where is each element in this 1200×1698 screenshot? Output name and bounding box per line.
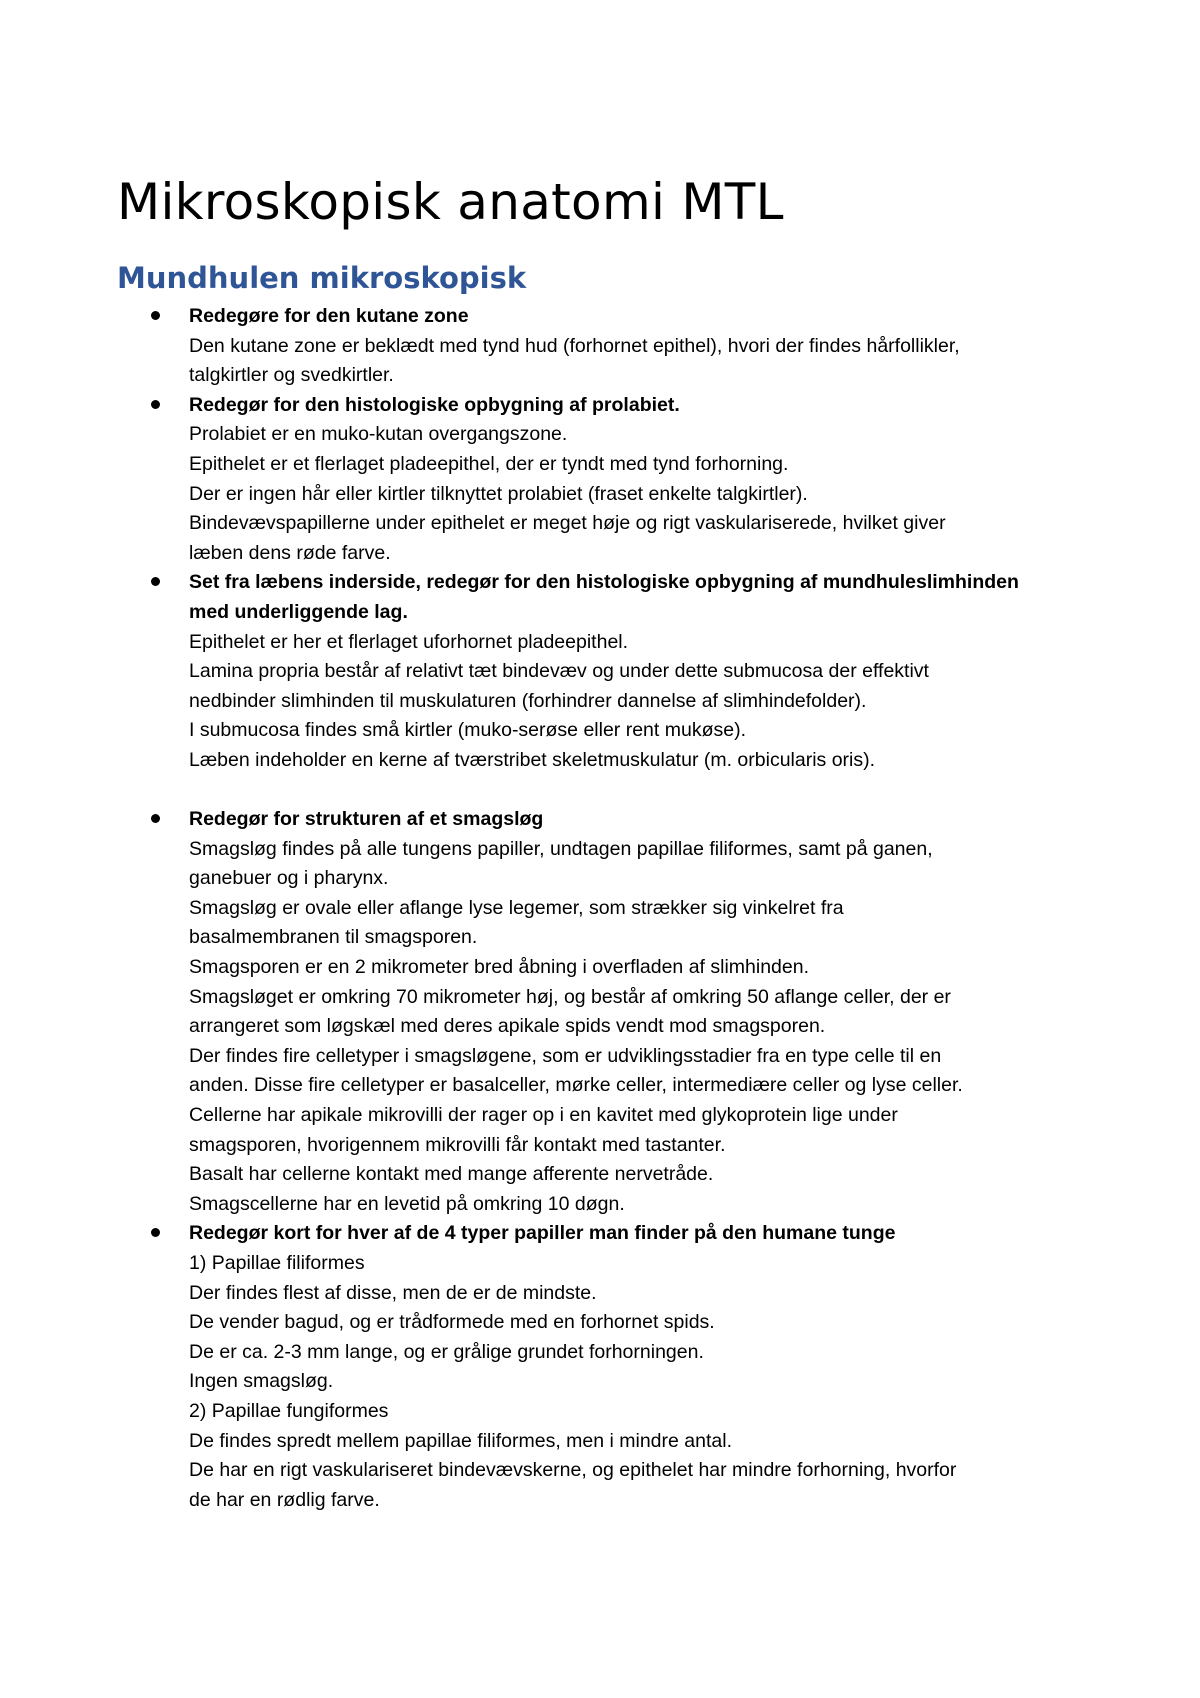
list-item: [0, 302, 1200, 391]
question-text: Set fra læbens inderside, redegør for den histologiske opbygning af mundhuleslimhinden: [189, 571, 1019, 594]
answer-line: ganebuer og i pharynx.: [189, 867, 389, 890]
answer-line: De vender bagud, og er trådformede med en forhornet spids.: [189, 1311, 715, 1334]
answer-line: Der er ingen hår eller kirtler tilknyttet prolabiet (fraset enkelte talgkirtler).: [189, 482, 808, 505]
answer-line: Læben indeholder en kerne af tværstribet skeletmuskulatur (m. orbicularis oris).: [189, 748, 876, 771]
answer-line: Smagsløg findes på alle tungens papiller, undtagen papillae filiformes, samt på ganen,: [189, 837, 933, 860]
bullet-icon: [151, 400, 160, 409]
list-item: [0, 1219, 1200, 1515]
list-item: [0, 805, 1200, 1219]
answer-line: læben dens røde farve.: [189, 541, 391, 564]
bullet-icon: [151, 577, 160, 586]
answer-line: Lamina propria består af relativt tæt bindevæv og under dette submucosa der effektivt: [189, 660, 929, 683]
answer-line: smagsporen, hvorigennem mikrovilli får kontakt med tastanter.: [189, 1133, 726, 1156]
answer-line: 2) Papillae fungiformes: [189, 1399, 389, 1422]
answer-line: De er ca. 2-3 mm lange, og er grålige grundet forhorningen.: [189, 1340, 704, 1363]
list-item: [0, 568, 1200, 775]
answer-line: Epithelet er her et flerlaget uforhornet pladeepithel.: [189, 630, 629, 653]
answer-line: Der findes flest af disse, men de er de mindste.: [189, 1281, 597, 1304]
question-text: Redegøre for den kutane zone: [189, 305, 469, 327]
answer-line: De har en rigt vaskulariseret bindevævskerne, og epithelet har mindre forhorning, hvorfor: [189, 1459, 957, 1482]
answer-line: Smagsløget er omkring 70 mikrometer høj, og består af omkring 50 aflange celler, der er: [189, 985, 951, 1008]
answer-line: Smagscellerne har en levetid på omkring 10 døgn.: [189, 1192, 625, 1215]
answer-line: basalmembranen til smagsporen.: [189, 926, 478, 949]
question-text: Redegør kort for hver af de 4 typer papiller man finder på den humane tunge: [189, 1222, 896, 1245]
answer-line: Smagsløg er ovale eller aflange lyse legemer, som strækker sig vinkelret fra: [189, 896, 844, 919]
bullet-list: [0, 302, 1200, 1515]
answer-line: De findes spredt mellem papillae filiformes, men i mindre antal.: [189, 1429, 732, 1452]
bullet-icon: [151, 814, 160, 823]
answer-line: Basalt har cellerne kontakt med mange afferente nervetråde.: [189, 1163, 714, 1186]
answer-line: Smagsporen er en 2 mikrometer bred åbning i overfladen af slimhinden.: [189, 956, 810, 979]
bullet-icon: [151, 1228, 160, 1237]
answer-line: Prolabiet er en muko-kutan overgangszone.: [189, 423, 568, 446]
answer-line: 1) Papillae filiformes: [189, 1252, 365, 1274]
question-text: Redegør for den histologiske opbygning af prolabiet.: [189, 393, 680, 416]
answer-line: Ingen smagsløg.: [189, 1370, 334, 1393]
list-item: [0, 391, 1200, 569]
section-heading: Mundhulen mikroskopisk: [117, 261, 527, 295]
answer-line: anden. Disse fire celletyper er basalceller, mørke celler, intermediære celler og lyse celler.: [189, 1074, 963, 1097]
bullet-icon: [151, 311, 160, 320]
blank-line: [0, 776, 1200, 806]
document-title: Mikroskopisk anatomi MTL: [117, 173, 784, 231]
answer-line: Epithelet er et flerlaget pladeepithel, der er tyndt med tynd forhorning.: [189, 452, 789, 475]
answer-line: Bindevævspapillerne under epithelet er meget høje og rigt vaskulariserede, hvilket giver: [189, 512, 946, 535]
answer-line: arrangeret som løgskæl med deres apikale spids vendt mod smagsporen.: [189, 1015, 826, 1038]
answer-line: de har en rødlig farve.: [189, 1488, 380, 1511]
answer-line: Der findes fire celletyper i smagsløgene, som er udviklingsstadier fra en type celle til en: [189, 1044, 942, 1067]
answer-line: talgkirtler og svedkirtler.: [189, 364, 394, 387]
answer-line: Den kutane zone er beklædt med tynd hud (forhornet epithel), hvori der findes hårfollikler,: [189, 334, 960, 357]
answer-line: Cellerne har apikale mikrovilli der rager op i en kavitet med glykoprotein lige under: [189, 1104, 898, 1127]
question-text: med underliggende lag.: [189, 600, 408, 623]
answer-line: I submucosa findes små kirtler (muko-serøse eller rent mukøse).: [189, 719, 746, 742]
answer-line: nedbinder slimhinden til muskulaturen (forhindrer dannelse af slimhindefolder).: [189, 689, 867, 712]
question-text: Redegør for strukturen af et smagsløg: [189, 808, 544, 831]
